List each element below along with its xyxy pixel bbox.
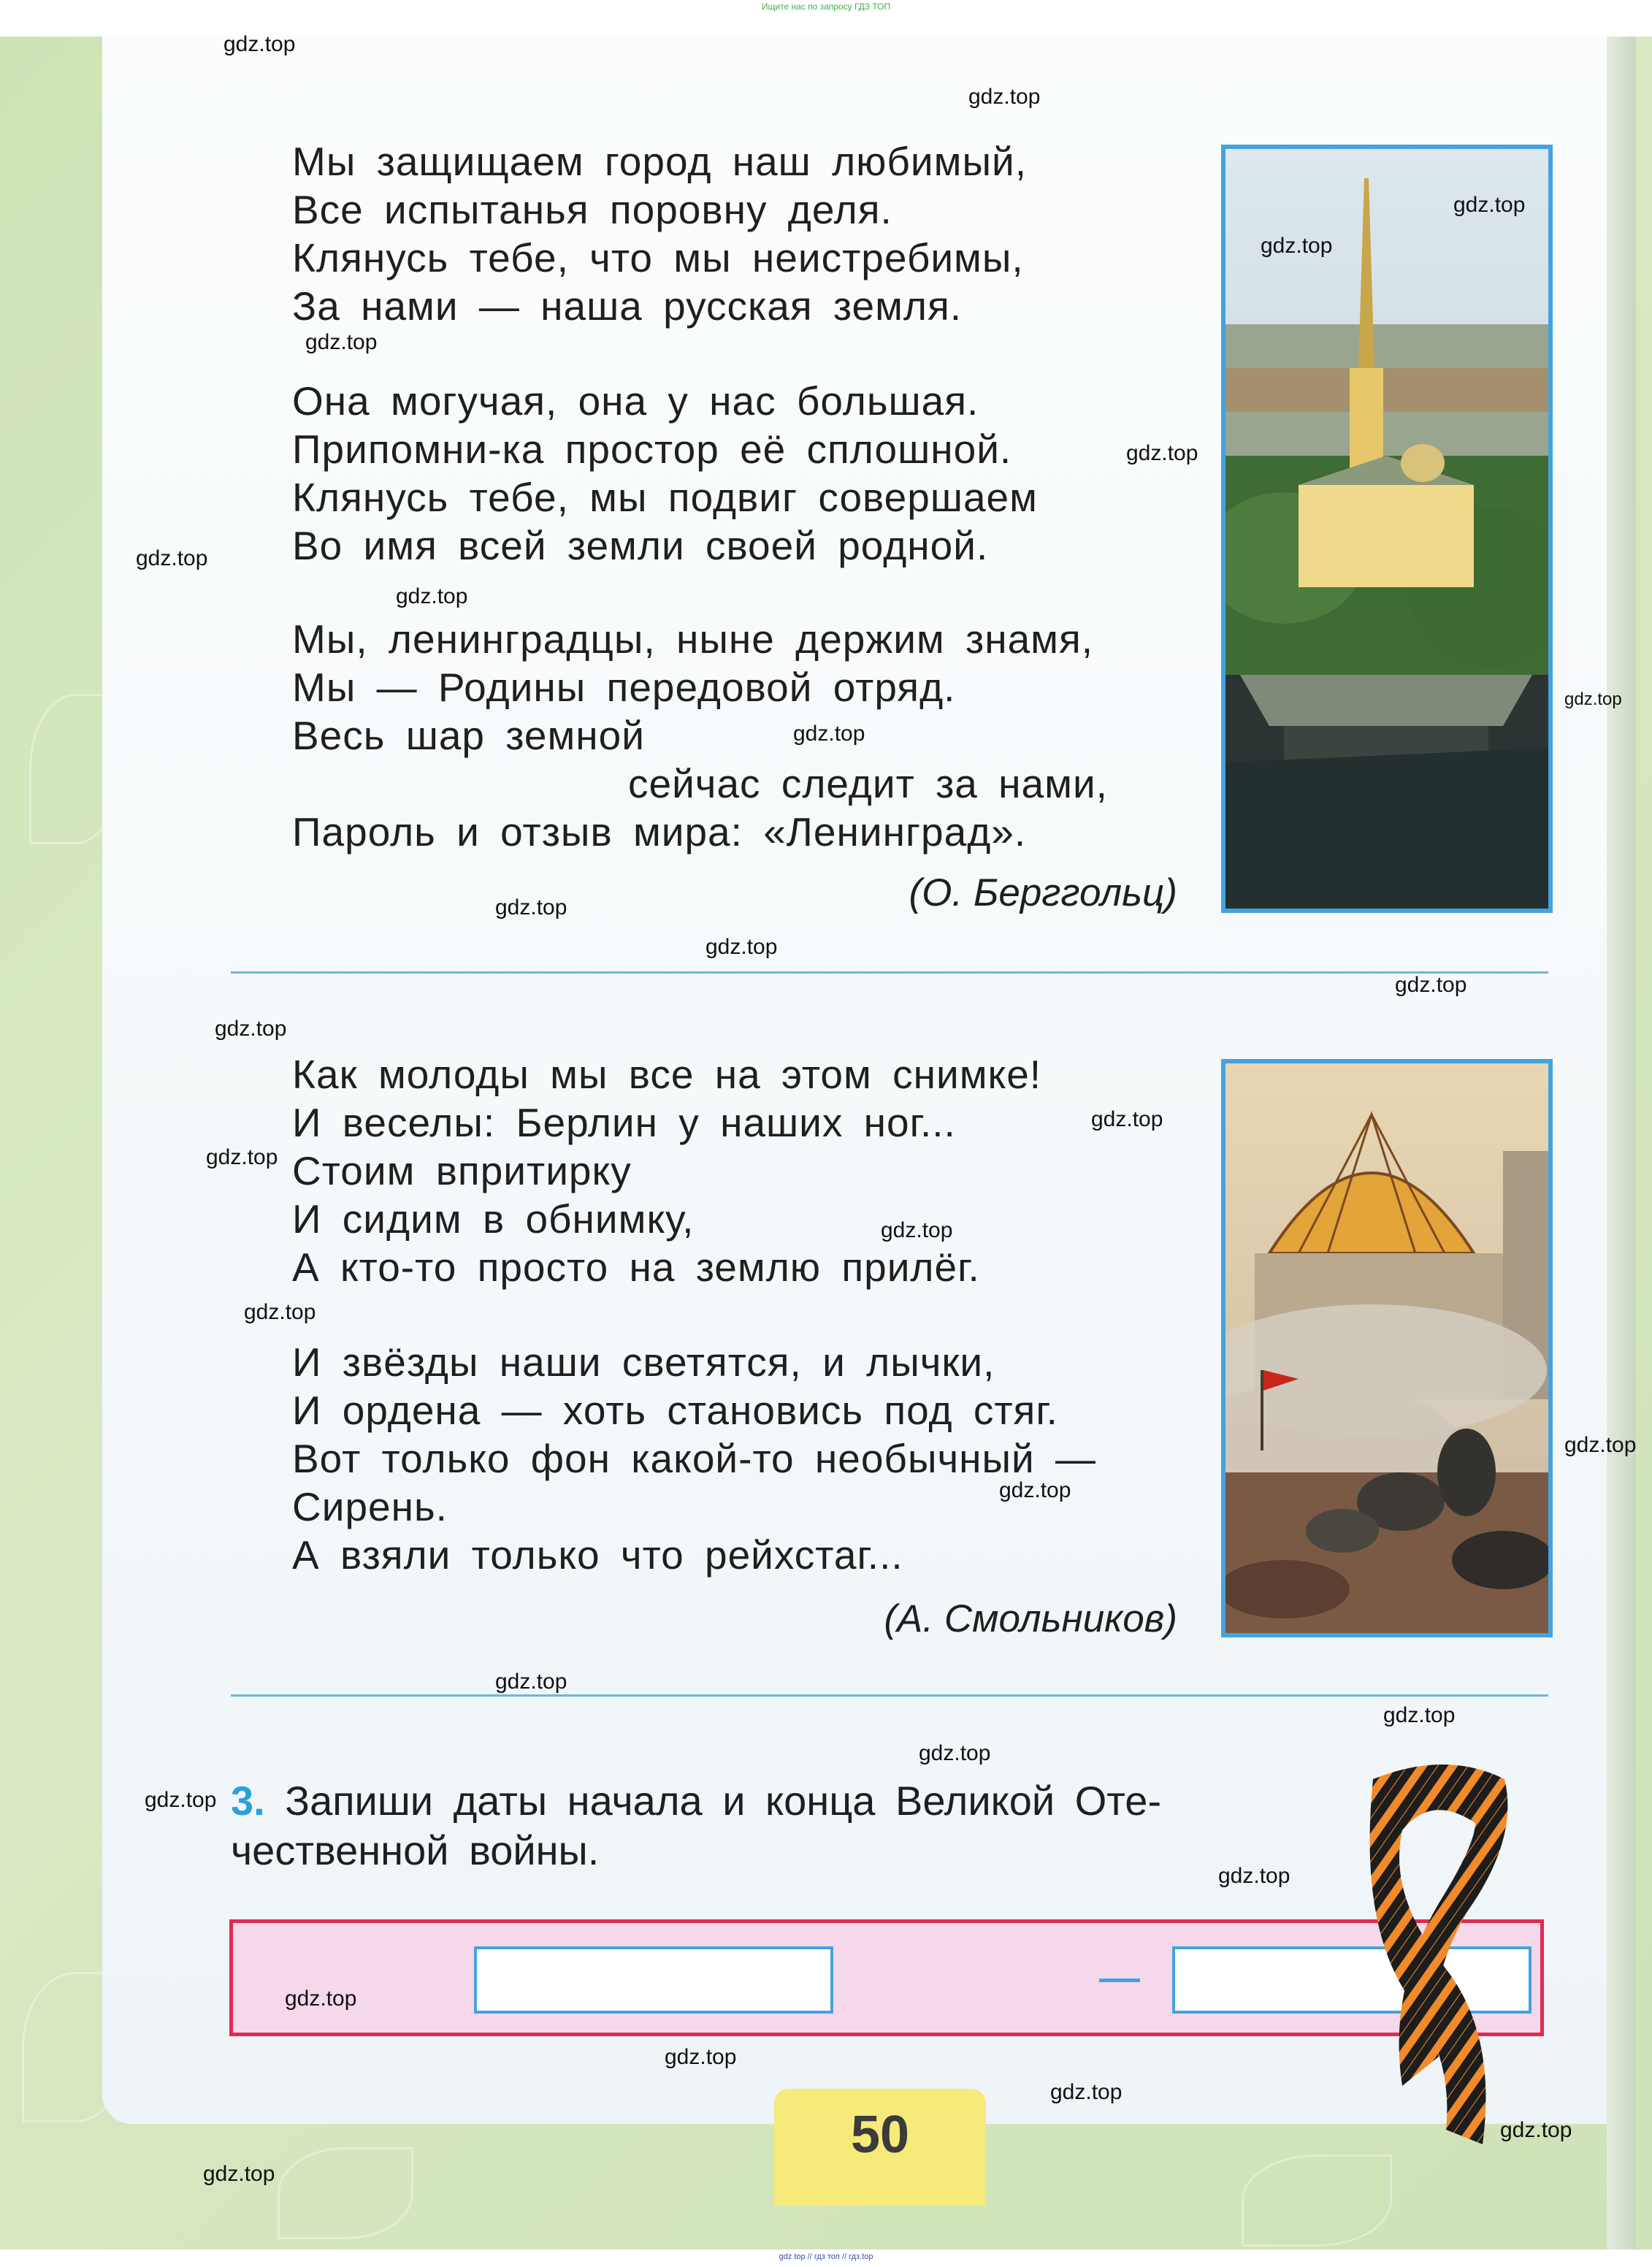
section-divider	[231, 1694, 1548, 1697]
poem-line: А кто-то просто на землю прилёг.	[292, 1245, 980, 1290]
poem-line: И звёзды наши светятся, и лычки,	[292, 1339, 995, 1385]
peter-paul-fortress-photo	[1221, 145, 1553, 913]
task-text-line-1: Запиши даты начала и конца Великой Оте-	[285, 1778, 1162, 1824]
watermark: gdz.top	[206, 1145, 278, 1169]
poem-berggolts-stanza-2	[292, 377, 1038, 570]
poem-smolnikov-stanza-2	[292, 1338, 1096, 1579]
watermark: gdz.top	[305, 330, 378, 354]
watermark: gdz.top	[1261, 234, 1333, 258]
watermark: gdz.top	[136, 546, 208, 570]
watermark: gdz.top	[396, 584, 468, 608]
watermark: gdz.top	[1564, 1433, 1637, 1457]
st-george-ribbon-icon	[1358, 1750, 1526, 2159]
watermark: gdz.top	[244, 1300, 316, 1324]
poem-line: Пароль и отзыв мира: «Ленинград».	[292, 809, 1027, 855]
poem-line: сейчас следит за нами,	[628, 761, 1108, 806]
watermark: gdz.top	[881, 1218, 953, 1242]
poem-line: Мы — Родины передовой отряд.	[292, 665, 956, 710]
poem-berggolts-stanza-3	[292, 615, 1108, 856]
poem-line: Все испытанья поровну деля.	[292, 187, 892, 232]
poem-line: Как молоды мы все на этом снимке!	[292, 1052, 1042, 1097]
bottom-banner: gdz top // гдз топ // гдз.top	[779, 2252, 873, 2261]
page-number: 50	[850, 2106, 910, 2164]
task-text-line-2: чественной войны.	[231, 1827, 600, 1873]
poem-line: А взяли только что рейхстаг...	[292, 1532, 903, 1578]
dash-separator	[1099, 1979, 1140, 1982]
poem-line: Мы защищаем город наш любимый,	[292, 139, 1027, 184]
watermark: gdz.top	[495, 1670, 567, 1694]
watermark: gdz.top	[1126, 441, 1198, 465]
watermark: gdz.top	[285, 1987, 357, 2011]
watermark: gdz.top	[705, 935, 778, 959]
poem-line: Мы, ленинградцы, ныне держим знамя,	[292, 616, 1094, 662]
watermark: gdz.top	[145, 1788, 217, 1812]
page-edge-shadow	[1607, 37, 1636, 2249]
watermark: gdz.top	[223, 32, 296, 56]
author-berggolts: (О. Берггольц)	[909, 871, 1177, 914]
reichstag-illustration	[1225, 1063, 1548, 1633]
poem-line: Во имя всей земли своей родной.	[292, 523, 989, 568]
fortress-illustration	[1225, 149, 1548, 909]
poem-line: Весь шар земной	[292, 713, 645, 758]
leaf-decoration	[278, 2147, 413, 2239]
poem-berggolts	[292, 137, 1027, 330]
poem-line: И сидим в обнимку,	[292, 1196, 695, 1242]
poem-line: За нами — наша русская земля.	[292, 283, 963, 329]
poem-line: И веселы: Берлин у наших ног...	[292, 1100, 956, 1145]
task-number: 3.	[231, 1778, 265, 1824]
author-smolnikov: (А. Смольников)	[884, 1597, 1177, 1640]
watermark: gdz.top	[999, 1478, 1071, 1502]
poem-line: Она могучая, она у нас большая.	[292, 378, 979, 424]
watermark: gdz.top	[495, 895, 567, 920]
watermark: gdz.top	[1453, 193, 1526, 217]
watermark: gdz.top	[1395, 973, 1467, 997]
start-date-field[interactable]	[474, 1946, 833, 2014]
top-banner: Ищите нас по запросу ГДЗ ТОП	[761, 1, 891, 12]
watermark: gdz.top	[1564, 689, 1622, 709]
poem-line: Вот только фон какой-то необычный —	[292, 1436, 1097, 1481]
watermark: gdz.top	[665, 2045, 737, 2069]
reichstag-painting	[1221, 1059, 1553, 1637]
watermark: gdz.top	[1383, 1703, 1456, 1727]
watermark: gdz.top	[1218, 1864, 1290, 1888]
poem-line: Клянусь тебе, мы подвиг совершаем	[292, 475, 1038, 520]
answer-box	[229, 1919, 1544, 2036]
page-number-tab	[774, 2089, 986, 2206]
poem-smolnikov	[292, 1050, 1041, 1291]
watermark: gdz.top	[1091, 1107, 1163, 1131]
watermark: gdz.top	[793, 722, 865, 746]
poem-line: Стоим впритирку	[292, 1148, 632, 1193]
poem-line: Клянусь тебе, что мы неистребимы,	[292, 235, 1024, 280]
watermark: gdz.top	[203, 2162, 275, 2186]
poem-line: Сирень.	[292, 1484, 448, 1529]
poem-line: И ордена — хоть становись под стяг.	[292, 1388, 1058, 1433]
watermark: gdz.top	[1500, 2118, 1572, 2142]
watermark: gdz.top	[215, 1017, 287, 1041]
poem-line: Припомни-ка простор её сплошной.	[292, 427, 1012, 472]
leaf-decoration	[1242, 2155, 1392, 2247]
task-3	[231, 1776, 1370, 1876]
section-divider	[231, 971, 1548, 974]
watermark: gdz.top	[968, 85, 1041, 109]
watermark: gdz.top	[1050, 2080, 1123, 2104]
watermark: gdz.top	[919, 1741, 991, 1765]
